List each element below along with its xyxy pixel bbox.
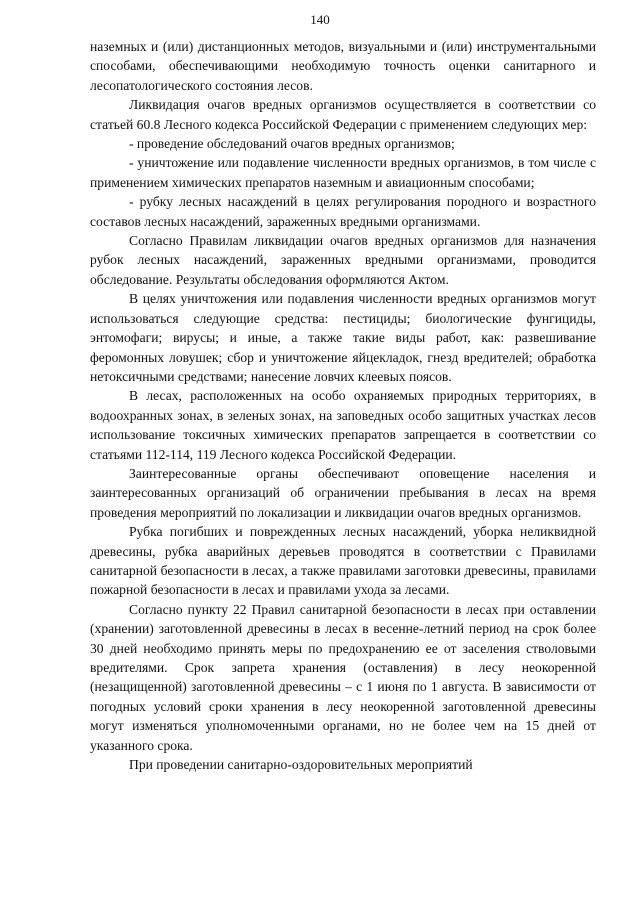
list-item: - проведение обследований очагов вредных организмов;	[129, 136, 455, 152]
paragraph: наземных и (или) дистанционных методов, визуальными и (или) инструментальными способами, обеспечивающими необходимую точность оценки санитарного и лесопатологического состояния лесов.	[90, 39, 596, 93]
paragraph: Ликвидация очагов вредных организмов осуществляется в соответствии со статьей 60.8 Лесного кодекса Российской Федерации с применением следующих мер:	[90, 97, 596, 132]
list-item: - рубку лесных насаждений в целях регулирования породного и возрастного составов лесных насаждений, зараженных вредными организмами.	[90, 194, 596, 229]
paragraph: При проведении санитарно-оздоровительных мероприятий	[129, 757, 473, 773]
page-number: 140	[310, 12, 330, 27]
paragraph: В лесах, расположенных на особо охраняемых природных территориях, в водоохранных зонах, в зеленых зонах, на заповедных особо защитных участках лесов использование токсичных химических препаратов запрещается в соответствии со статьями 112-114, 119 Лесного кодекса Российской Федерации.	[90, 388, 596, 462]
list-item: - уничтожение или подавление численности вредных организмов, в том числе с применением химических препаратов наземным и авиационным способами;	[90, 155, 596, 190]
paragraph: В целях уничтожения или подавления численности вредных организмов могут использоваться следующие средства: пестициды; биологические фунгициды, энтомофаги; вирусы; и иные, а также такие виды работ, как: развешивание феромонных ловушек; сбор и уничтожение яйцекладок, гнезд вредителей; обработка нетоксичными средствами; нанесение ловчих клеевых поясов.	[90, 291, 596, 384]
paragraph: Согласно пункту 22 Правил санитарной безопасности в лесах при оставлении (хранении) заготовленной древесины в лесах в весенне-летний период на срок более 30 дней необходимо принять меры по предохранению ее от заселения стволовыми вредителями. Срок запрета хранения (оставления) в лесу неокоренной (незащищенной) заготовленной древесины – с 1 июня по 1 августа. В зависимости от погодных условий сроки хранения в лесу неокоренной заготовленной древесины могут изменяться уполномоченными органами, но не более чем на 15 дней от указанного срока.	[90, 601, 596, 753]
paragraph: Рубка погибших и поврежденных лесных насаждений, уборка неликвидной древесины, рубка аварийных деревьев проводятся в соответствии с Правилами санитарной безопасности в лесах, а также правилами заготовки древесины, правилами пожарной безопасности в лесах и правилами ухода за лесами.	[90, 524, 596, 598]
paragraph: Согласно Правилам ликвидации очагов вредных организмов для назначения рубок лесных насаждений, зараженных вредными организмами, проводится обследование. Результаты обследования оформляются Актом.	[90, 233, 596, 287]
document-body	[90, 37, 596, 774]
paragraph: Заинтересованные органы обеспечивают оповещение населения и заинтересованных организаций об ограничении пребывания в лесах на время проведения мероприятий по локализации и ликвидации очагов вредных организмов.	[90, 465, 596, 520]
